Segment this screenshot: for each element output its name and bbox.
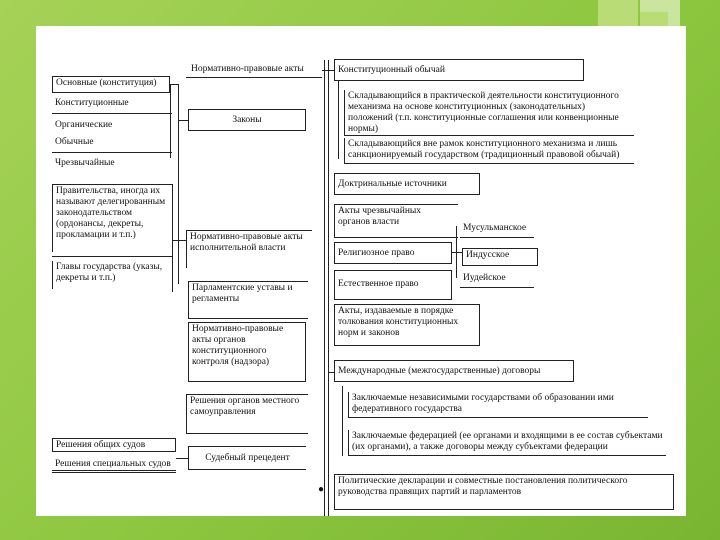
parliament-rules: Парламентские уставы и регламенты: [188, 281, 308, 319]
executive-acts: Нормативно-правовые акты исполнительной власти: [186, 230, 312, 268]
political-declarations: Политические декларации и совместные постановления политического руководства правящих партий и парламентов: [334, 474, 674, 510]
jewish-law: Иудейское: [460, 272, 534, 288]
local-government: Решения органов местного самоуправления: [186, 394, 308, 434]
special-courts: Решения специальных судов: [52, 458, 176, 473]
interpretation-acts: Акты, издаваемые в порядке толкования конституционных норм и законов: [334, 304, 480, 346]
religious-law: Религиозное право: [334, 242, 452, 264]
constitution-main: Основные (конституция): [52, 76, 170, 93]
judicial-precedent: Судебный прецедент: [188, 446, 306, 470]
muslim-law: Мусульманское: [460, 222, 534, 238]
slide: [36, 26, 686, 516]
general-courts: Решения общих судов: [52, 438, 176, 452]
bullet-dot: ●: [318, 484, 325, 495]
constitutional-control: Нормативно-правовые акты органов конституционного контроля (надзора): [188, 322, 306, 382]
international-treaties: Международные (межгосударственные) договоры: [334, 360, 574, 382]
constitution-emergency: Чрезвычайные: [55, 158, 115, 168]
doctrinal-sources: Доктринальные источники: [334, 173, 480, 195]
constitution-organic: Органические: [55, 120, 113, 130]
head-of-state-acts: Главы государства (указы, декреты и т.п.): [52, 261, 172, 289]
natural-law: Естественное право: [334, 270, 452, 300]
federation-agreements: Заключаемые федерацией (ее органами и входящими в ее состав субъектами (их органами), а также договоры между субъектами федерации: [348, 430, 666, 456]
constitution-ordinary: Обычные: [55, 137, 94, 147]
emergency-organ-acts: Акты чрезвычайных органов власти: [334, 204, 458, 238]
constitutional-custom: Конституционный обычай: [334, 59, 584, 81]
federation-formation: Заключаемые независимыми государствами об образовании ими федеративного государства: [348, 392, 648, 418]
laws: Законы: [188, 109, 306, 131]
hindu-law: Индусское: [462, 248, 538, 266]
constitution-constitutional: Конституционные: [55, 98, 129, 108]
custom-in-practice: Складывающийся в практической деятельности конституционного механизма на основе конституционных (законодательных) положений (т.п. конституционные соглашения или конвенционные нормы): [344, 90, 634, 136]
government-acts: Правительства, иногда их называют делегированным законодательством (ордонансы, декреты, прокламации и т.п.): [52, 184, 172, 252]
custom-outside-mechanism: Складывающийся вне рамок конституционного механизма и лишь санкционируемый государством (традиционный правовой обычай): [344, 138, 634, 164]
normative-acts: Нормативно-правовые акты: [191, 64, 304, 74]
